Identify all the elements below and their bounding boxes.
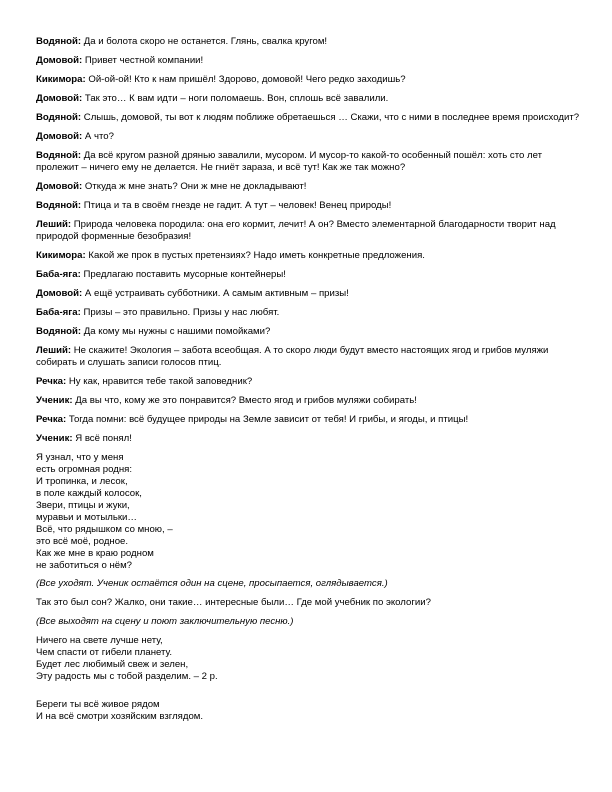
dialogue-text: Да вы что, кому же это понравится? Вместо ягод и грибов муляжи собирать! <box>72 395 417 406</box>
poem-line: Всё, что рядышком со мною, – <box>36 524 173 535</box>
dialogue-text: Природа человека породила: она его кормит, лечит! А он? Вместо элементарной благодарности творит над природой форменные безобразия! <box>36 219 556 242</box>
poem-line: Звери, птицы и жуки, <box>36 500 130 511</box>
speaker-name: Речка: <box>36 414 67 425</box>
dialogue-line <box>36 93 581 105</box>
speaker-name: Кикимора: <box>36 250 86 261</box>
dialogue-line <box>36 250 581 262</box>
student-monologue: Так это был сон? Жалко, они такие… интересные были… Где мой учебник по экологии? <box>36 597 431 608</box>
speaker-name: Баба-яга: <box>36 307 81 318</box>
dialogue-text: Птица и та в своём гнезде не гадит. А тут – человек! Венец природы! <box>81 200 392 211</box>
dialogue-text: Какой же прок в пустых претензиях? Надо иметь конкретные предложения. <box>85 250 425 261</box>
dialogue-line <box>36 74 581 86</box>
speaker-name: Леший: <box>36 219 72 230</box>
dialogue-text: Да и болота скоро не останется. Глянь, свалка кругом! <box>81 36 328 47</box>
poem-line: Как же мне в краю родном <box>36 548 154 559</box>
poem-verse <box>36 452 581 572</box>
poem-line: не заботиться о нём? <box>36 560 133 571</box>
song-line: Эту радость мы с тобой разделим. – 2 р. <box>36 671 218 682</box>
speaker-name: Баба-яга: <box>36 269 81 280</box>
speaker-name: Водяной: <box>36 112 82 123</box>
dialogue-text: Не скажите! Экология – забота всеобщая. А то скоро люди будут вместо настоящих ягод и грибов муляжи собирать и слушать записи голосов птиц. <box>36 345 549 368</box>
song-line: Береги ты всё живое рядом <box>36 699 160 710</box>
dialogue-text: Предлагаю поставить мусорные контейнеры! <box>80 269 286 280</box>
song-line: Чем спасти от гибели планету. <box>36 647 173 658</box>
dialogue-text: Да кому мы нужны с нашими помойками? <box>81 326 271 337</box>
speaker-name: Домовой: <box>36 288 83 299</box>
song-verse <box>36 635 581 683</box>
song-verse <box>36 699 581 723</box>
poem-line: это всё моё, родное. <box>36 536 129 547</box>
poem-line: И тропинка, и лесок, <box>36 476 128 487</box>
speaker-name: Водяной: <box>36 200 82 211</box>
dialogue-line <box>36 181 581 193</box>
speaker-name: Ученик: <box>36 433 73 444</box>
dialogue-line <box>36 414 581 426</box>
dialogue-line <box>36 326 581 338</box>
dialogue-line <box>36 269 581 281</box>
speaker-name: Речка: <box>36 376 67 387</box>
poem-line: в поле каждый колосок, <box>36 488 142 499</box>
poem-line: муравьи и мотыльки… <box>36 512 137 523</box>
dialogue-line <box>36 376 581 388</box>
speaker-name: Домовой: <box>36 181 83 192</box>
song-line: И на всё смотри хозяйским взглядом. <box>36 711 204 722</box>
speaker-name: Ученик: <box>36 395 73 406</box>
speaker-name: Водяной: <box>36 326 82 337</box>
dialogue-line <box>36 307 581 319</box>
stage-direction: (Все выходят на сцену и поют заключительную песню.) <box>36 616 294 627</box>
dialogue-line <box>36 150 581 174</box>
speaker-name: Домовой: <box>36 93 83 104</box>
poem-line: Я узнал, что у меня <box>36 452 124 463</box>
dialogue-text: А что? <box>82 131 114 142</box>
dialogue-text: Ну как, нравится тебе такой заповедник? <box>66 376 253 387</box>
dialogue-line <box>36 219 581 243</box>
dialogue-text: А ещё устраивать субботники. А самым активным – призы! <box>82 288 349 299</box>
dialogue-line <box>36 345 581 369</box>
dialogue-line <box>36 55 581 67</box>
speaker-name: Домовой: <box>36 131 83 142</box>
dialogue-line <box>36 36 581 48</box>
speaker-name: Леший: <box>36 345 72 356</box>
dialogue-line <box>36 288 581 300</box>
speaker-name: Водяной: <box>36 36 82 47</box>
dialogue-text: Привет честной компании! <box>82 55 204 66</box>
document-content <box>36 36 581 729</box>
dialogue-line <box>36 112 581 124</box>
dialogue-text: Да всё кругом разной дрянью завалили, мусором. И мусор-то какой-то особенный пошёл: хоть сто лет пролежит – ничего ему не делается. Не гниёт зараза, и всё тут! Как же так можно? <box>36 150 543 173</box>
dialogue-text: Так это… К вам идти – ноги поломаешь. Вон, сплошь всё завалили. <box>82 93 389 104</box>
speaker-name: Домовой: <box>36 55 83 66</box>
dialogue-line <box>36 433 581 445</box>
dialogue-section <box>36 36 581 445</box>
stage-direction: (Все уходят. Ученик остаётся один на сцене, просыпается, оглядывается.) <box>36 578 388 589</box>
dialogue-text: Призы – это правильно. Призы у нас любят. <box>80 307 280 318</box>
dialogue-text: Откуда ж мне знать? Они ж мне не докладывают! <box>82 181 307 192</box>
dialogue-text: Тогда помни: всё будущее природы на Земле зависит от тебя! И грибы, и ягоды, и птицы! <box>66 414 469 425</box>
dialogue-line <box>36 395 581 407</box>
dialogue-line <box>36 131 581 143</box>
song-line: Ничего на свете лучше нету, <box>36 635 163 646</box>
poem-line: есть огромная родня: <box>36 464 133 475</box>
dialogue-text: Слышь, домовой, ты вот к людям поближе обретаешься … Скажи, что с ними в последнее время происходит? <box>81 112 580 123</box>
speaker-name: Водяной: <box>36 150 82 161</box>
dialogue-text: Ой-ой-ой! Кто к нам пришёл! Здорово, домовой! Чего редко заходишь? <box>85 74 406 85</box>
song-line: Будет лес любимый свеж и зелен, <box>36 659 189 670</box>
dialogue-line <box>36 200 581 212</box>
speaker-name: Кикимора: <box>36 74 86 85</box>
dialogue-text: Я всё понял! <box>72 433 132 444</box>
